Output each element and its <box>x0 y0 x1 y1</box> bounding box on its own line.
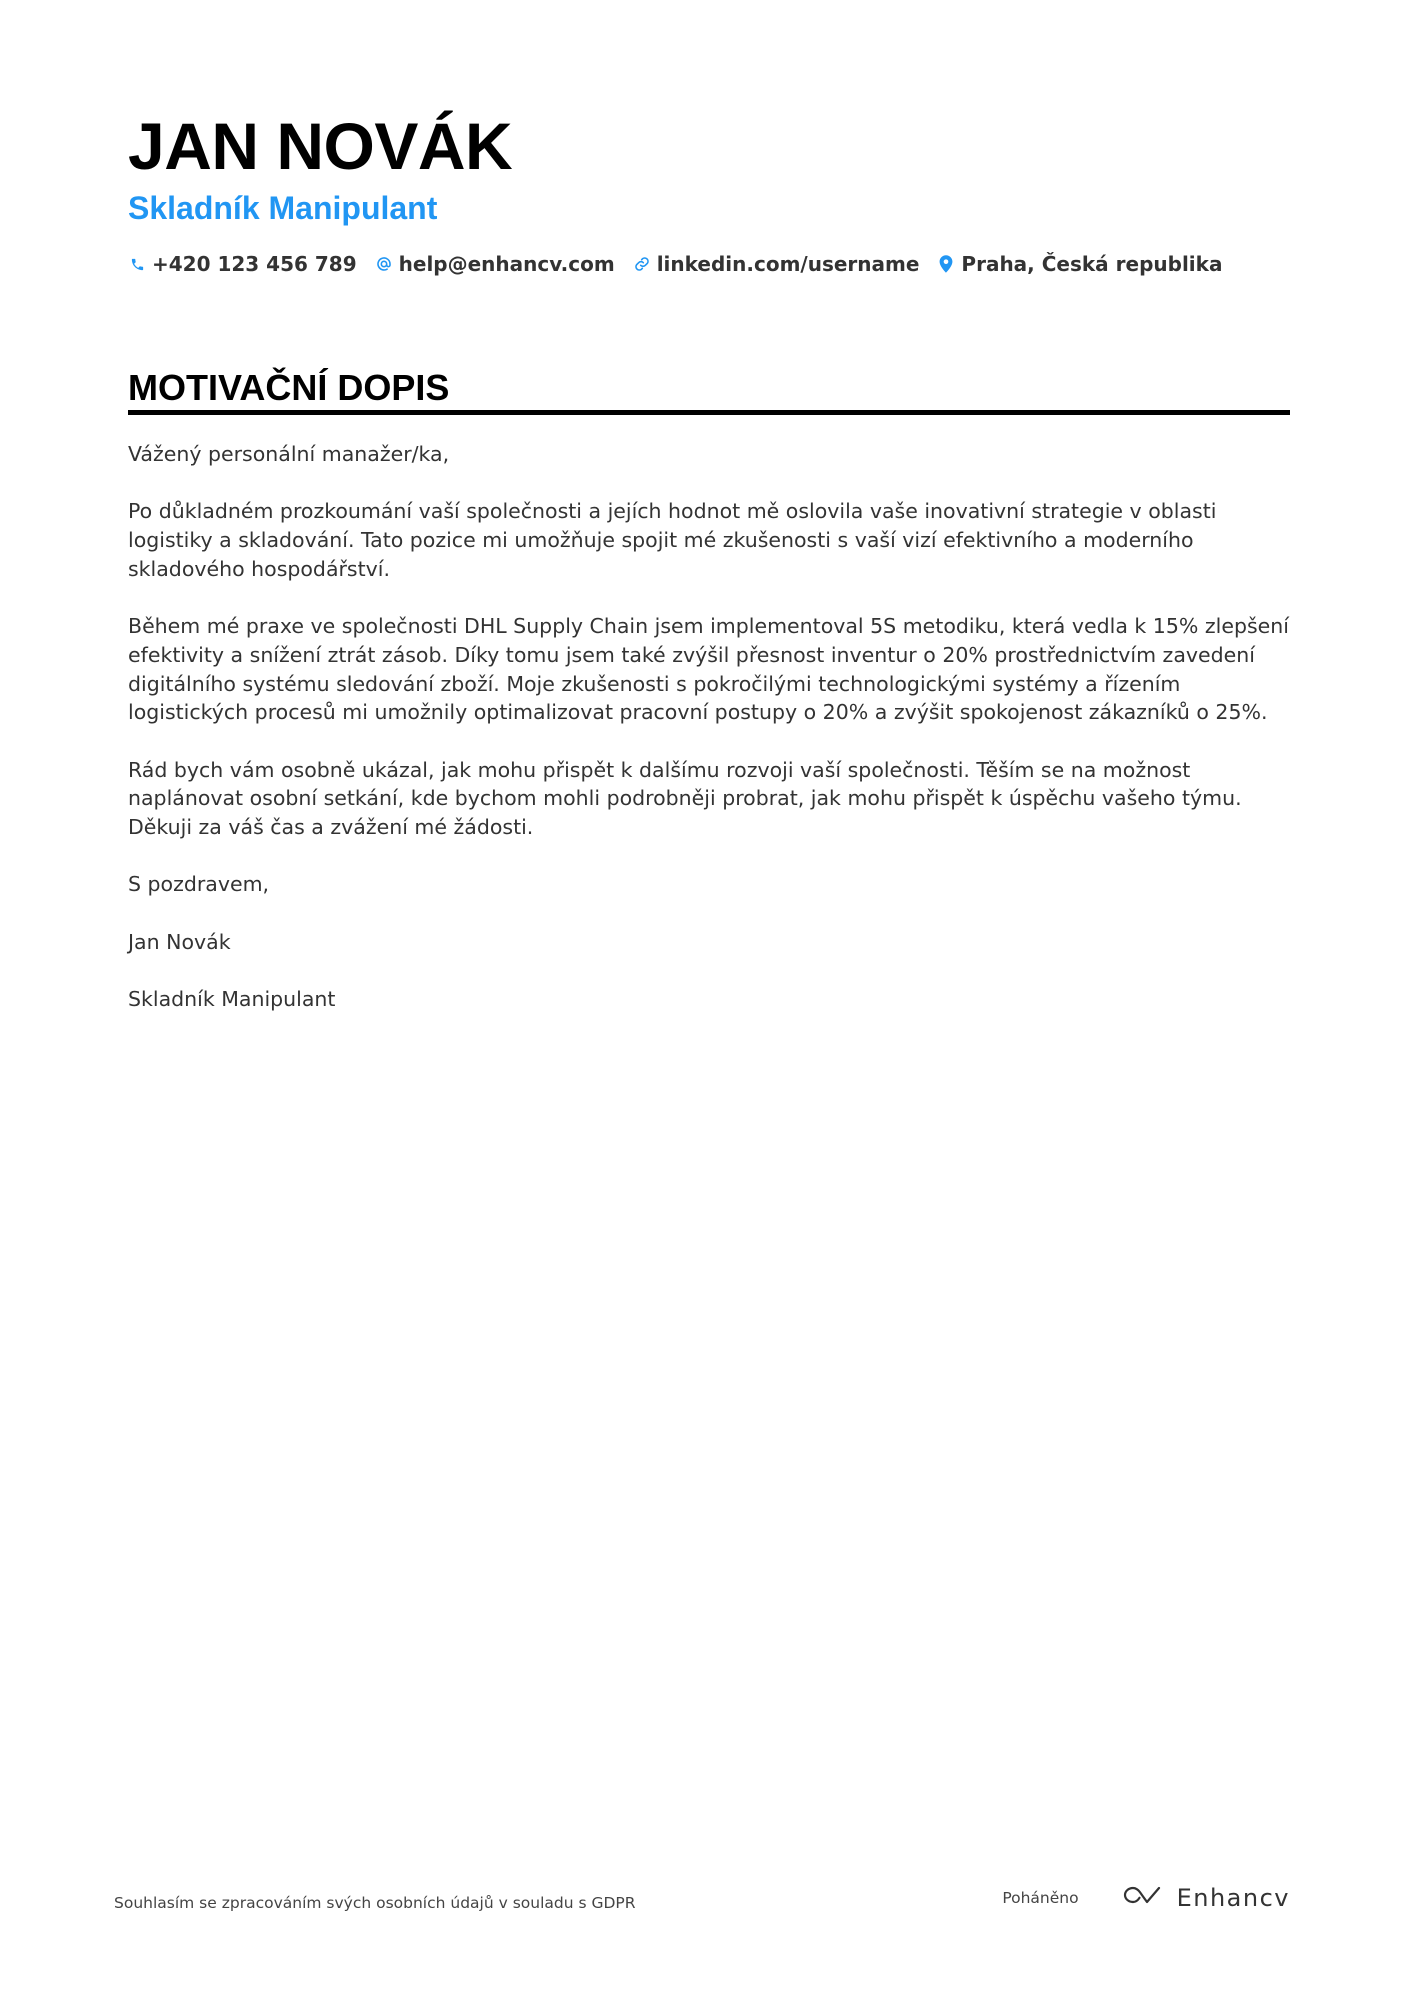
brand-link[interactable] <box>1119 1882 1290 1913</box>
letter-body <box>128 440 1290 1043</box>
header <box>128 108 1290 276</box>
section-divider <box>128 410 1290 415</box>
applicant-role: Skladník Manipulant <box>128 190 438 226</box>
letter-paragraph: Rád bych vám osobně ukázal, jak mohu přispět k dalšímu rozvoji vaší společnosti. Těším se na možnost naplánovat osobní setkání, kde bychom mohli podrobněji probrat, jak mohu přispět k úspěchu vašeho týmu. Děkuji za váš čas a zvážení mé žádosti. <box>128 757 1242 840</box>
contact-email-text[interactable]: help@enhancv.com <box>398 252 615 276</box>
at-icon <box>375 253 393 275</box>
contact-linkedin-text[interactable]: linkedin.com/username <box>656 252 920 276</box>
contact-location <box>937 252 1222 276</box>
letter-paragraph: Po důkladném prozkoumání vaší společnosti a jejích hodnot mě oslovila vaše inovativní strategie v oblasti logistiky a skladování. Tato pozice mi umožňuje spojit mé zkušenosti s vaší vizí efektivního a moderního skladového hospodářství. <box>128 499 1217 581</box>
contact-location-text: Praha, Česká republika <box>961 252 1223 276</box>
letter-paragraph: Během mé praxe ve společnosti DHL Supply Chain jsem implementoval 5S metodiku, která vedla k 15% zlepšení efektivity a snížení ztrát zásob. Díky tomu jsem také zvýšil přesnost inventur o 20% prostřednictvím zavedení digitálního systému sledování zboží. Moje zkušenosti s pokročilými technologickými systémy a řízením logistických procesů mi umožnily optimalizovat pracovní postupy o 20% a zvýšit spokojenost zákazníků o 25%. <box>128 614 1289 725</box>
footer-branding <box>1002 1882 1290 1913</box>
signature-name: Jan Novák <box>128 929 231 954</box>
enhancv-logo-icon <box>1119 1882 1165 1913</box>
link-icon <box>633 253 651 275</box>
contact-bar <box>128 252 1290 276</box>
letter-closing: S pozdravem, <box>128 872 270 897</box>
contact-phone-text: +420 123 456 789 <box>152 252 357 276</box>
phone-icon <box>128 253 146 275</box>
letter-greeting: Vážený personální manažer/ka, <box>128 442 450 466</box>
signature-role: Skladník Manipulant <box>128 987 336 1012</box>
section-title: MOTIVAČNÍ DOPIS <box>128 367 450 408</box>
contact-phone <box>128 252 357 276</box>
brand-name: Enhancv <box>1176 1883 1290 1912</box>
contact-email[interactable] <box>375 252 615 276</box>
gdpr-consent: Souhlasím se zpracováním svých osobních údajů v souladu s GDPR <box>114 1894 636 1912</box>
location-pin-icon <box>937 253 955 275</box>
contact-linkedin[interactable] <box>633 252 920 276</box>
powered-by-label: Poháněno <box>1002 1888 1079 1907</box>
applicant-name: JAN NOVÁK <box>128 109 513 183</box>
